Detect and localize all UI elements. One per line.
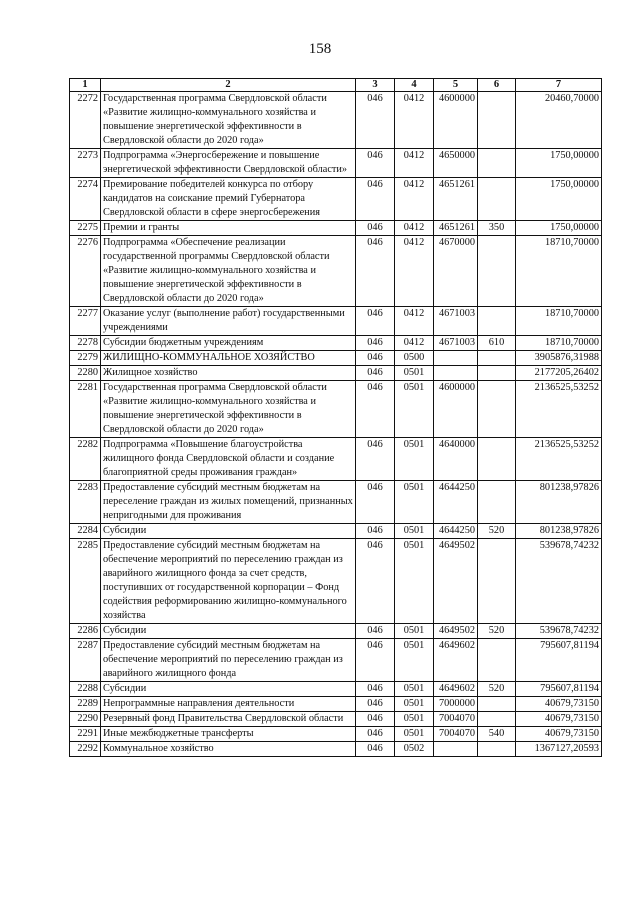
row-code-6 [478, 92, 516, 149]
row-name: Подпрограмма «Повышение благоустройства жилищного фонда Свердловской области и создание благоприятной среды проживания граждан» [101, 438, 356, 481]
row-code-3: 046 [356, 481, 395, 524]
page-number: 158 [308, 41, 332, 57]
row-code-3: 046 [356, 149, 395, 178]
row-name: Жилищное хозяйство [101, 366, 356, 381]
row-name: Государственная программа Свердловской области «Развитие жилищно-коммунального хозяйства и повышение энергетической эффективности в Свердловской области до 2020 года» [101, 92, 356, 149]
row-code-4: 0501 [395, 624, 434, 639]
row-code-6: 520 [478, 624, 516, 639]
row-amount: 40679,73150 [516, 712, 602, 727]
row-code-5: 4644250 [434, 524, 478, 539]
table-row [70, 742, 602, 757]
row-amount: 1750,00000 [516, 149, 602, 178]
row-number: 2291 [70, 727, 101, 742]
table-row [70, 438, 602, 481]
row-code-4: 0501 [395, 727, 434, 742]
row-code-5 [434, 351, 478, 366]
row-name: Иные межбюджетные трансферты [101, 727, 356, 742]
row-code-3: 046 [356, 712, 395, 727]
row-amount: 795607,81194 [516, 682, 602, 697]
row-name: Коммунальное хозяйство [101, 742, 356, 757]
row-code-4: 0501 [395, 712, 434, 727]
row-amount: 2177205,26402 [516, 366, 602, 381]
table-row [70, 727, 602, 742]
row-code-3: 046 [356, 727, 395, 742]
row-code-4: 0412 [395, 149, 434, 178]
row-code-4: 0501 [395, 366, 434, 381]
row-code-3: 046 [356, 539, 395, 624]
row-number: 2278 [70, 336, 101, 351]
table-row [70, 381, 602, 438]
row-code-4: 0412 [395, 336, 434, 351]
row-code-6 [478, 697, 516, 712]
row-code-4: 0501 [395, 539, 434, 624]
row-code-5: 4600000 [434, 92, 478, 149]
row-code-3: 046 [356, 236, 395, 307]
row-number: 2276 [70, 236, 101, 307]
row-code-5: 4600000 [434, 381, 478, 438]
row-code-5: 7004070 [434, 712, 478, 727]
row-code-3: 046 [356, 381, 395, 438]
row-code-5: 4649502 [434, 624, 478, 639]
row-code-6 [478, 236, 516, 307]
row-code-5 [434, 742, 478, 757]
row-number: 2272 [70, 92, 101, 149]
row-number: 2288 [70, 682, 101, 697]
header-col-6: 6 [478, 79, 516, 92]
table-row [70, 351, 602, 366]
row-code-4: 0412 [395, 178, 434, 221]
row-code-6 [478, 639, 516, 682]
row-name: Субсидии [101, 524, 356, 539]
row-code-6 [478, 307, 516, 336]
table-row [70, 149, 602, 178]
row-code-6: 520 [478, 682, 516, 697]
row-code-3: 046 [356, 92, 395, 149]
row-amount: 2136525,53252 [516, 438, 602, 481]
row-name: Премирование победителей конкурса по отбору кандидатов на соискание премий Губернатора Свердловской области в сфере энергосбережения [101, 178, 356, 221]
row-amount: 18710,70000 [516, 236, 602, 307]
row-number: 2286 [70, 624, 101, 639]
row-code-5: 4670000 [434, 236, 478, 307]
row-code-5: 4644250 [434, 481, 478, 524]
row-code-6 [478, 366, 516, 381]
row-number: 2283 [70, 481, 101, 524]
row-code-3: 046 [356, 178, 395, 221]
row-code-5 [434, 366, 478, 381]
row-name: Подпрограмма «Обеспечение реализации государственной программы Свердловской области «Развитие жилищно-коммунального хозяйства и повышение энергетической эффективности в Свердловской области до 2020 года» [101, 236, 356, 307]
row-code-3: 046 [356, 366, 395, 381]
table-row [70, 624, 602, 639]
row-amount: 40679,73150 [516, 727, 602, 742]
row-code-3: 046 [356, 221, 395, 236]
row-number: 2281 [70, 381, 101, 438]
row-amount: 539678,74232 [516, 624, 602, 639]
row-name: Резервный фонд Правительства Свердловской области [101, 712, 356, 727]
row-name: Предоставление субсидий местным бюджетам на переселение граждан из жилых помещений, признанных непригодными для проживания [101, 481, 356, 524]
row-code-5: 4640000 [434, 438, 478, 481]
row-code-6 [478, 539, 516, 624]
row-code-4: 0501 [395, 697, 434, 712]
row-code-3: 046 [356, 682, 395, 697]
row-name: Оказание услуг (выполнение работ) государственными учреждениями [101, 307, 356, 336]
header-col-4: 4 [395, 79, 434, 92]
row-code-4: 0412 [395, 307, 434, 336]
row-name: Субсидии [101, 682, 356, 697]
header-col-7: 7 [516, 79, 602, 92]
table-row [70, 481, 602, 524]
row-amount: 18710,70000 [516, 336, 602, 351]
row-code-6: 540 [478, 727, 516, 742]
row-amount: 1750,00000 [516, 221, 602, 236]
table-row [70, 539, 602, 624]
row-code-3: 046 [356, 624, 395, 639]
row-amount: 3905876,31988 [516, 351, 602, 366]
row-name: Непрограммные направления деятельности [101, 697, 356, 712]
row-code-6 [478, 438, 516, 481]
row-amount: 1750,00000 [516, 178, 602, 221]
row-code-3: 046 [356, 639, 395, 682]
row-amount: 2136525,53252 [516, 381, 602, 438]
row-code-5: 4649502 [434, 539, 478, 624]
row-amount: 1367127,20593 [516, 742, 602, 757]
row-code-4: 0412 [395, 236, 434, 307]
row-code-5: 4671003 [434, 336, 478, 351]
row-code-3: 046 [356, 351, 395, 366]
row-code-3: 046 [356, 742, 395, 757]
row-code-5: 4651261 [434, 221, 478, 236]
row-code-4: 0500 [395, 351, 434, 366]
row-number: 2285 [70, 539, 101, 624]
table-row [70, 307, 602, 336]
row-code-6: 610 [478, 336, 516, 351]
row-name: Субсидии [101, 624, 356, 639]
table-row [70, 92, 602, 149]
row-name: Предоставление субсидий местным бюджетам на обеспечение мероприятий по переселению граждан из аварийного жилищного фонда за счет средств, поступивших от государственной корпорации – Фонд содействия реформированию жилищно-коммунального хозяйства [101, 539, 356, 624]
row-number: 2290 [70, 712, 101, 727]
table-row [70, 524, 602, 539]
row-number: 2280 [70, 366, 101, 381]
row-name: Субсидии бюджетным учреждениям [101, 336, 356, 351]
row-number: 2273 [70, 149, 101, 178]
row-name: Государственная программа Свердловской области «Развитие жилищно-коммунального хозяйства и повышение энергетической эффективности в Свердловской области до 2020 года» [101, 381, 356, 438]
table-row [70, 639, 602, 682]
row-code-6 [478, 481, 516, 524]
row-code-6 [478, 149, 516, 178]
row-number: 2274 [70, 178, 101, 221]
row-code-6 [478, 712, 516, 727]
row-code-4: 0501 [395, 481, 434, 524]
row-code-3: 046 [356, 336, 395, 351]
table-body [70, 92, 602, 757]
row-code-5: 4649602 [434, 682, 478, 697]
row-code-3: 046 [356, 697, 395, 712]
table-row [70, 221, 602, 236]
row-number: 2275 [70, 221, 101, 236]
row-number: 2279 [70, 351, 101, 366]
row-code-4: 0501 [395, 381, 434, 438]
row-number: 2277 [70, 307, 101, 336]
row-code-5: 4651261 [434, 178, 478, 221]
row-name: Подпрограмма «Энергосбережение и повышение энергетической эффективности Свердловской области» [101, 149, 356, 178]
row-amount: 801238,97826 [516, 481, 602, 524]
row-code-5: 7000000 [434, 697, 478, 712]
row-code-5: 4650000 [434, 149, 478, 178]
row-amount: 40679,73150 [516, 697, 602, 712]
row-code-6 [478, 178, 516, 221]
row-code-3: 046 [356, 524, 395, 539]
budget-table [69, 78, 602, 757]
row-code-6 [478, 742, 516, 757]
row-amount: 801238,97826 [516, 524, 602, 539]
row-amount: 18710,70000 [516, 307, 602, 336]
row-amount: 539678,74232 [516, 539, 602, 624]
header-col-1: 1 [70, 79, 101, 92]
table-row [70, 712, 602, 727]
header-col-2: 2 [101, 79, 356, 92]
header-col-3: 3 [356, 79, 395, 92]
row-code-3: 046 [356, 307, 395, 336]
row-code-3: 046 [356, 438, 395, 481]
row-code-4: 0412 [395, 221, 434, 236]
row-code-6 [478, 381, 516, 438]
table-row [70, 697, 602, 712]
row-number: 2287 [70, 639, 101, 682]
row-number: 2292 [70, 742, 101, 757]
row-name: Премии и гранты [101, 221, 356, 236]
row-number: 2284 [70, 524, 101, 539]
header-row [70, 79, 602, 92]
row-code-5: 7004070 [434, 727, 478, 742]
row-code-4: 0501 [395, 524, 434, 539]
row-code-6: 520 [478, 524, 516, 539]
table-row [70, 366, 602, 381]
row-code-4: 0501 [395, 438, 434, 481]
header-col-5: 5 [434, 79, 478, 92]
row-code-6: 350 [478, 221, 516, 236]
row-code-6 [478, 351, 516, 366]
row-number: 2289 [70, 697, 101, 712]
row-amount: 20460,70000 [516, 92, 602, 149]
table-row [70, 336, 602, 351]
table-row [70, 236, 602, 307]
table-row [70, 178, 602, 221]
row-name: ЖИЛИЩНО-КОММУНАЛЬНОЕ ХОЗЯЙСТВО [101, 351, 356, 366]
row-code-4: 0501 [395, 682, 434, 697]
table-row [70, 682, 602, 697]
row-code-4: 0502 [395, 742, 434, 757]
row-code-4: 0501 [395, 639, 434, 682]
row-amount: 795607,81194 [516, 639, 602, 682]
row-code-5: 4649602 [434, 639, 478, 682]
row-code-5: 4671003 [434, 307, 478, 336]
row-name: Предоставление субсидий местным бюджетам на обеспечение мероприятий по переселению граждан из аварийного жилищного фонда [101, 639, 356, 682]
row-code-4: 0412 [395, 92, 434, 149]
row-number: 2282 [70, 438, 101, 481]
